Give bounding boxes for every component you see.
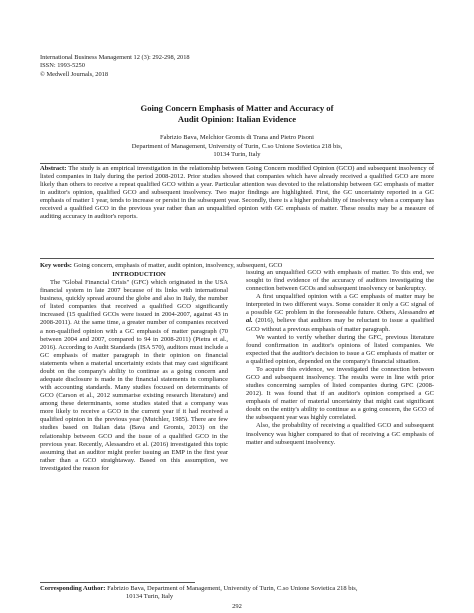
abstract-text: The study is an empirical investigation in the relationship between Going Concern modified Opinion (GCO) and subsequent insolvency of listed companies in Italy during the period 2008-2012. Prior studies showed that companies which have already received a qualified GCO are more likely than others to receive a repeat qualified GCO within a year. Particular attention was devoted to the relationship between GC emphasis of matter in auditor's opinion, qualified GCO and subsequent insolvency. Two major findings are highlighted. First, the GC uncertainty reported in a GC emphasis of matter 1 year, tends to increase or persist in the subsequent year. Secondly, there is a higher probability of insolvency when a company has received a qualified GCO in the previous year rather than an unqualified opinion with GC emphasis of matter. These results may be a measure of auditing accuracy in auditor's reports. xyxy=(40,165,434,221)
intro-paragraph-3-text: A first unqualified opinion with a GC emphasis of matter may be interpreted in two different ways. Some consider it only a GC signal of a possible GC problem in the foreseeable future. Others, Alessandro xyxy=(246,293,434,317)
intro-paragraph-4: We wanted to verify whether during the GFC, previous literature found confirmation in auditor's opinions of listed companies. We expected that the auditor's decision to issue a GC emphasis of matter or a qualified opinion, depended on the company's financial situation. xyxy=(246,333,434,365)
abstract xyxy=(40,165,434,221)
right-column xyxy=(246,269,434,447)
author-names: Fabrizio Bava, Melchior Gromis di Trana and Pietro Pisoni xyxy=(159,134,314,141)
author-affiliation-1: Department of Management, University of Turin, C.so Unione Sovietica 218 bis, xyxy=(131,142,343,150)
author-block xyxy=(40,134,434,160)
corresponding-author-text: Fabrizio Bava, Department of Management, University of Turin, C.so Unione Sovietica 218 bis, xyxy=(107,585,358,592)
intro-paragraph-6: Also, the probability of receiving a qualified GCO and subsequent insolvency was higher compared to that of receiving a GC emphasis of matter and subsequent insolvency. xyxy=(246,422,434,446)
abstract-top-rule xyxy=(40,163,434,164)
journal-header xyxy=(40,54,190,79)
intro-paragraph-1: The "Global Financial Crisis" (GFC) which originated in the USA financial system in late 2007 because of its links with international business, quickly spread around the globe and also in Italy, the number of listed companies that received a qualified GCO significantly increased (15 qualified GCOs were issued in 2004-2007, against 43 in 2008-2011). At the same time, a greater number of companies received a non-qualified opinion with a GC emphasis of matter paragraph (70 between 2004 and 2007, compared to 94 in 2008-2011) (Pietra et al., 2016). According to Audit Standards (ISA 570), auditors must include a GC emphasis of matter paragraph in their opinion on financial statements when a material uncertainty exists that may cast significant doubt on the company's ability to continue as a going concern and adequate disclosure is made in the financial statements in compliance with accounting standards. Many studies focused on determinants of GCO (Carson et al., 2012 summarise existing research literature) and among these determinants, some studies stated that a company was more likely to receive a GCO in the current year if it had received a qualified opinion in the previous year (Mutchler, 1985). There are few studies based on Italian data (Bava and Gromis, 2013) on the relationship between GCO and the issue of a qualified GCO in the previous year. Recently, Alessandro et al. (2016) investigated this topic assuming that an auditor might prefer issuing an EMP in the first year rather than a GCO straightaway. Based on this assumption, we investigated the reason for xyxy=(40,279,228,472)
section-heading-introduction: INTRODUCTION xyxy=(112,271,166,278)
journal-citation: International Business Management 12 (3): 292-298, 2018 xyxy=(40,54,190,61)
page-number: 292 xyxy=(232,603,242,610)
footnote-rule xyxy=(40,582,195,583)
left-column xyxy=(40,271,228,473)
title-line-2: Audit Opinion: Italian Evidence xyxy=(177,113,297,124)
corresponding-author-label: Corresponding Author: xyxy=(40,585,106,592)
journal-issn: ISSN: 1993-5250 xyxy=(40,62,85,70)
keywords-label: Key words: xyxy=(40,262,72,269)
journal-copyright: © Medwell Journals, 2018 xyxy=(40,70,109,78)
et-al-citation: et al. xyxy=(246,309,435,325)
author-affiliation-2: 10134 Turin, Italy xyxy=(213,151,261,159)
corresponding-author xyxy=(40,585,434,601)
intro-paragraph-3-rest: (2016), believe that auditors may be reluctant to issue a qualified GCO without a previous emphasis of matter paragraph. xyxy=(246,317,435,333)
keywords-text: Going concern, emphasis of matter, audit opinion, insolvency, subsequent, GCO xyxy=(73,262,283,269)
intro-paragraph-3 xyxy=(246,293,434,333)
abstract-label: Abstract: xyxy=(40,165,67,172)
corresponding-author-text-2: 10134 Turin, Italy xyxy=(126,593,174,601)
abstract-bottom-rule xyxy=(40,258,434,259)
paper-title xyxy=(40,103,434,124)
intro-paragraph-5: To acquire this evidence, we investigated the connection between GCO and subsequent insolvency. The results were in line with prior studies concerning samples of listed companies during GFC (2008-2012). It was found that if an auditor's opinion comprised a GC emphasis of matter of material uncertainty that might cast significant doubt on the entity's ability to continue as a going concern, the GCO of the subsequent year was highly correlated. xyxy=(246,365,434,422)
intro-paragraph-2: issuing an unqualified GCO with emphasis of matter. To this end, we sought to find evidence of the accuracy of auditors investigating the connection between GCOs and subsequent insolvency or bankruptcy. xyxy=(246,269,434,293)
title-line-1: Going Concern Emphasis of Matter and Accuracy of xyxy=(140,103,334,113)
